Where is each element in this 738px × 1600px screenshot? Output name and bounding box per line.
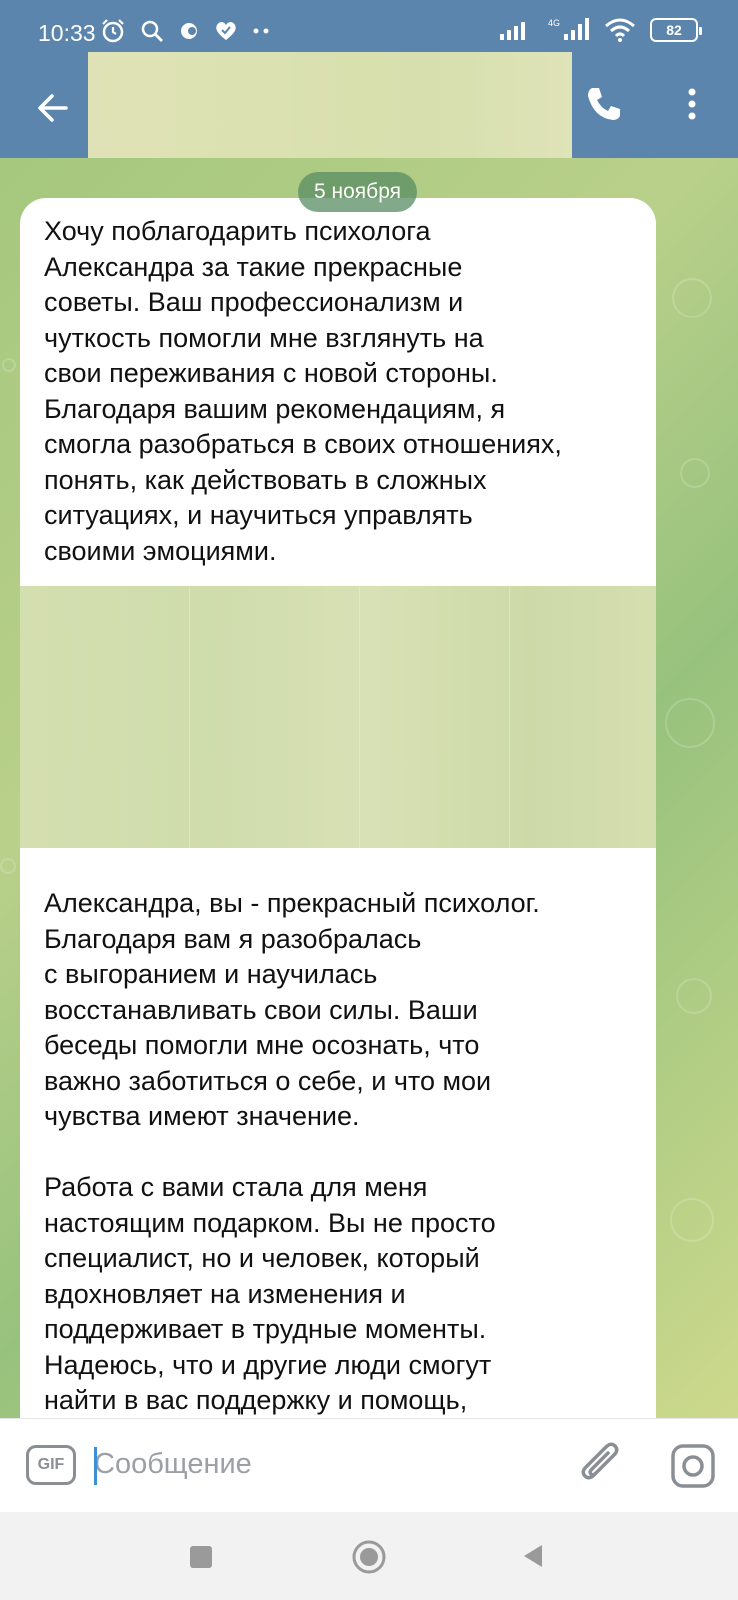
image-tile [360,586,510,848]
message-text: Александра, вы - прекрасный психолог. Благодаря вам я разобралась с выгоранием и научилась восстанавливать свои силы. Ваши беседы помогли мне осознать, что важно заботиться о себе, и что мои чувства имеют значение. Работа с вами стала для меня настоящим подарком. Вы не просто специалист, но и человек, который вдохновляет на изменения и поддерживает в трудные моменты. Надеюсь, что и другие люди смогут найти в вас поддержку и помощь, [44,888,540,1415]
incoming-message[interactable] [20,198,656,1418]
battery-level: 82 [666,22,682,38]
wallpaper-doodle [676,978,712,1014]
system-navigation-bar [0,1512,738,1600]
call-button[interactable] [582,82,626,126]
network-type-label: 4G [548,18,561,28]
message-input-bar [0,1418,738,1512]
home-circle-icon [351,1539,387,1575]
back-nav-button[interactable] [520,1542,546,1570]
back-button[interactable] [32,86,76,130]
wallpaper-doodle [672,278,712,318]
recent-apps-button[interactable] [190,1546,212,1568]
status-notification-icons [100,18,270,44]
more-menu-button[interactable] [680,82,704,126]
wallpaper-doodle [0,858,16,874]
wallpaper-doodle [2,358,16,372]
wallpaper-doodle [670,1198,714,1242]
camera-icon [670,1443,716,1489]
heart-icon [214,20,238,42]
chat-history[interactable] [0,158,738,1418]
message-image-redacted[interactable] [20,586,656,848]
message-text: Хочу поблагодарить психолога Александра за такие прекрасные советы. Ваш профессионализм и чуткость помогли мне взглянуть на свои переживания с новой стороны. Благодаря вашим рекомендациям, я смогла разобраться в своих отношениях, понять, как действовать в сложных ситуациях, и научиться управлять своими эмоциями. [44,216,562,566]
wifi-icon [604,17,636,43]
message-input[interactable] [94,1439,554,1489]
home-button[interactable] [351,1539,387,1575]
alarm-icon [100,18,126,44]
paperclip-icon [578,1441,626,1491]
wallpaper-doodle [680,458,710,488]
gif-button[interactable]: GIF [26,1445,76,1485]
search-icon [140,19,164,43]
date-separator: 5 ноября [298,172,417,212]
image-tile [190,586,360,848]
triangle-back-icon [520,1542,546,1570]
battery-indicator [650,18,698,42]
signal-icon [498,18,532,42]
more-notifications-icon [252,27,270,35]
text-caret [94,1447,97,1485]
chat-title-redacted[interactable] [88,52,572,160]
signal-4g-icon [546,16,590,44]
phone-icon [582,82,626,126]
chat-header [0,64,738,158]
image-tile [20,586,190,848]
camera-button[interactable] [670,1443,716,1489]
arrow-left-icon [32,86,76,130]
more-vertical-icon [680,82,704,126]
status-time: 10:33 [38,20,96,46]
wallpaper-doodle [665,698,715,748]
attach-button[interactable] [578,1441,626,1491]
status-system-icons [498,16,698,44]
app-notification-icon [178,20,200,42]
